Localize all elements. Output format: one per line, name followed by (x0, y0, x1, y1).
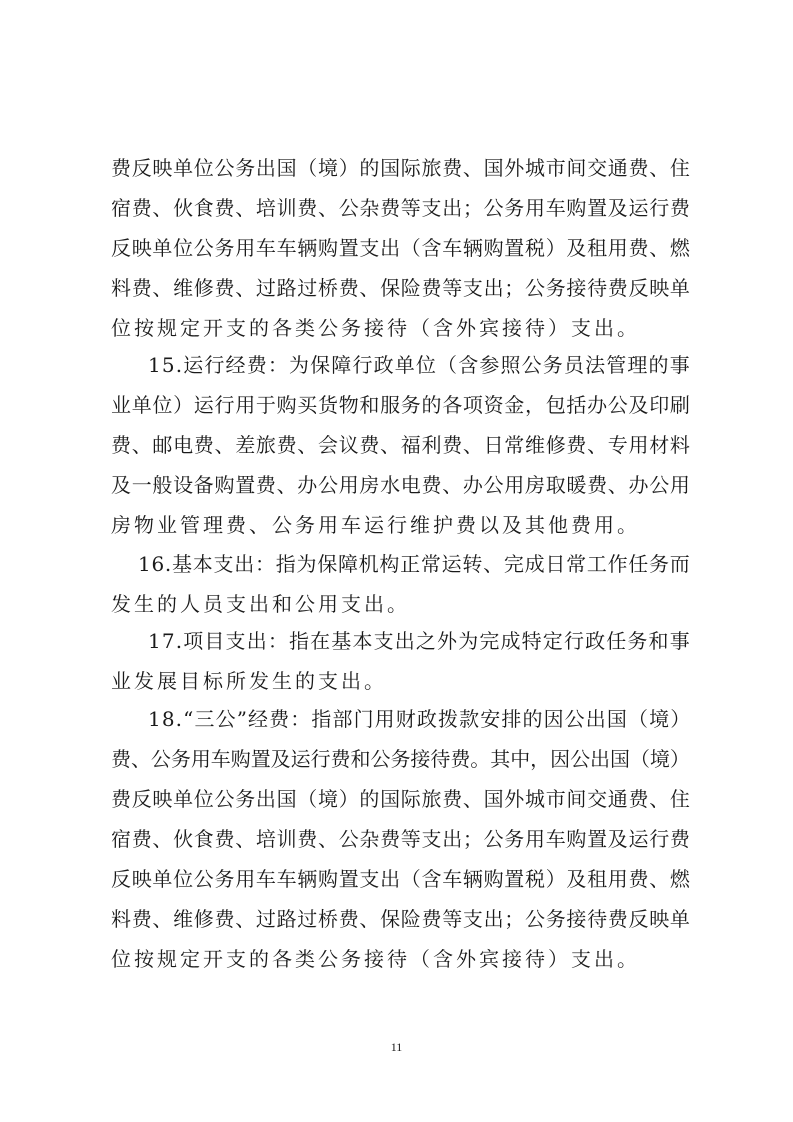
paragraph-line: 料费、维修费、过路过桥费、保险费等支出；公务接待费反映单 (111, 276, 691, 300)
paragraph-line: 18.“三公”经费：指部门用财政拨款安排的因公出国（境） (148, 707, 692, 731)
paragraph-line: 反映单位公务用车车辆购置支出（含车辆购置税）及租用费、燃 (111, 236, 691, 260)
paragraph-line: 料费、维修费、过路过桥费、保险费等支出；公务接待费反映单 (111, 907, 691, 931)
paragraph-line: 17.项目支出：指在基本支出之外为完成特定行政任务和事 (148, 629, 691, 653)
paragraph-line: 反映单位公务用车车辆购置支出（含车辆购置税）及租用费、燃 (111, 867, 691, 891)
paragraph-line: 费反映单位公务出国（境）的国际旅费、国外城市间交通费、住 (111, 787, 691, 811)
paragraph-line: 位按规定开支的各类公务接待（含外宾接待）支出。 (111, 947, 640, 971)
paragraph-line: 费、公务用车购置及运行费和公务接待费。其中，因公出国（境） (111, 747, 690, 771)
paragraph-line: 发生的人员支出和公用支出。 (111, 592, 410, 616)
paragraph-line: 房物业管理费、公务用车运行维护费以及其他费用。 (111, 513, 640, 537)
paragraph-line: 业发展目标所发生的支出。 (111, 669, 387, 693)
paragraph-line: 费、邮电费、差旅费、会议费、福利费、日常维修费、专用材料 (111, 433, 691, 457)
page-number: 11 (390, 1040, 403, 1054)
paragraph-line: 16.基本支出：指为保障机构正常运转、完成日常工作任务而 (138, 552, 691, 576)
paragraph-line: 位按规定开支的各类公务接待（含外宾接待）支出。 (111, 316, 640, 340)
paragraph-line: 费反映单位公务出国（境）的国际旅费、国外城市间交通费、住 (111, 156, 691, 180)
paragraph-line: 及一般设备购置费、办公用房水电费、办公用房取暖费、办公用 (111, 473, 691, 497)
paragraph-line: 宿费、伙食费、培训费、公杂费等支出；公务用车购置及运行费 (111, 196, 691, 220)
paragraph-line: 宿费、伙食费、培训费、公杂费等支出；公务用车购置及运行费 (111, 827, 691, 851)
paragraph-line: 业单位）运行用于购买货物和服务的各项资金，包括办公及印刷 (111, 393, 691, 417)
paragraph-line: 15.运行经费：为保障行政单位（含参照公务员法管理的事 (148, 353, 691, 377)
